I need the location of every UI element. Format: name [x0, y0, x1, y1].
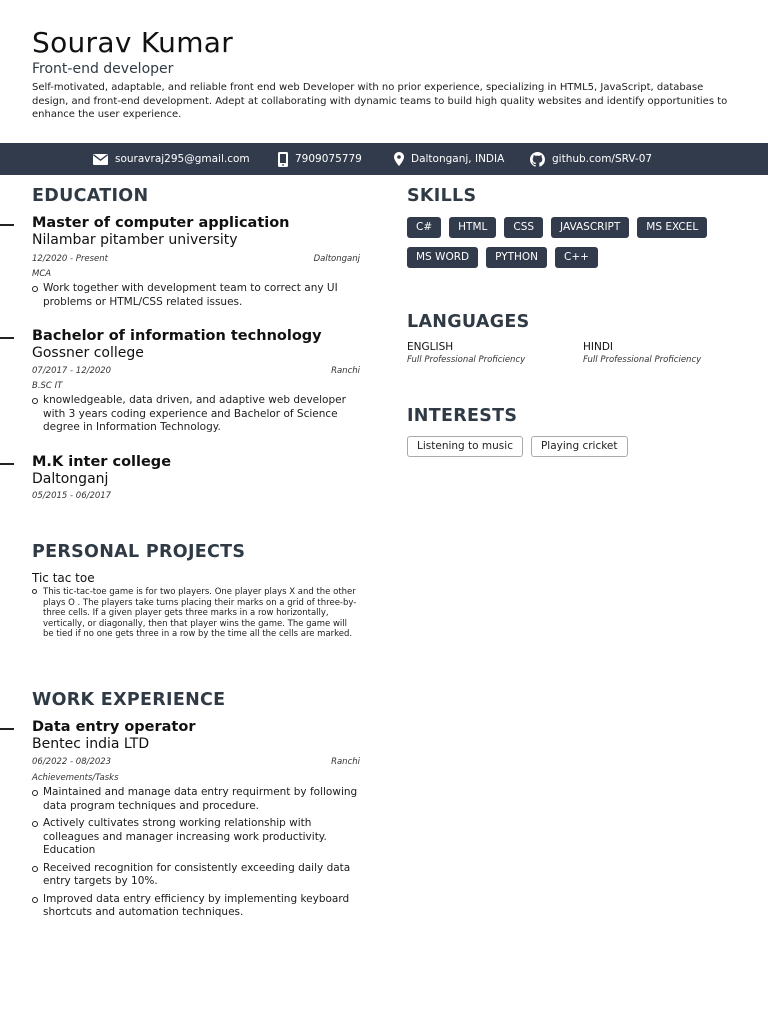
job-subtitle: Achievements/Tasks — [32, 773, 119, 783]
envelope-icon — [93, 154, 108, 165]
interests-heading: INTERESTS — [407, 406, 518, 426]
email-text: souravraj295@gmail.com — [115, 153, 250, 165]
language-level: Full Professional Proficiency — [407, 355, 526, 365]
skill-tag: CSS — [504, 217, 543, 238]
project-name: Tic tac toe — [32, 571, 95, 585]
education-meta — [32, 366, 360, 376]
list-item: Improved data entry efficiency by implementing keyboard shortcuts and automation techniques. — [32, 893, 360, 920]
skills-list — [407, 217, 727, 268]
contact-email[interactable] — [93, 143, 250, 175]
list-item: This tic-tac-toe game is for two players. One player plays X and the other plays O . The players take turns placing their marks on a grid of three-by-three cells. If a given player gets three marks in a row horizontally, vertically, or diagonally, then that player wins the game. The game will be tied if no one gets three in a row by the time all the cells are marked. — [32, 587, 360, 640]
education-institution: Gossner college — [32, 345, 144, 361]
education-meta — [32, 491, 360, 501]
education-meta — [32, 254, 360, 264]
phone-icon — [278, 152, 288, 167]
phone-text: 7909075779 — [295, 153, 362, 165]
education-degree: MCA — [32, 269, 52, 279]
languages-heading: LANGUAGES — [407, 312, 530, 332]
work-heading: WORK EXPERIENCE — [32, 690, 226, 710]
list-item: knowledgeable, data driven, and adaptive web developer with 3 years coding experience and Bachelor of Science degree in Information Technology. — [32, 394, 360, 435]
education-institution: Nilambar pitamber university — [32, 232, 238, 248]
skill-tag: MS WORD — [407, 247, 478, 268]
education-degree: B.SC IT — [32, 381, 63, 391]
contact-github[interactable] — [530, 143, 652, 175]
language-item — [583, 341, 701, 365]
skill-tag: C# — [407, 217, 441, 238]
github-icon — [530, 152, 545, 167]
language-level: Full Professional Proficiency — [583, 355, 702, 365]
education-title: Bachelor of information technology — [32, 328, 322, 344]
job-location: Ranchi — [331, 757, 360, 767]
interest-tag: Playing cricket — [531, 436, 628, 457]
education-heading: EDUCATION — [32, 186, 149, 206]
language-item — [407, 341, 525, 365]
skill-tag: MS EXCEL — [637, 217, 707, 238]
education-title: Master of computer application — [32, 215, 290, 231]
candidate-role: Front-end developer — [32, 61, 174, 77]
skill-tag: HTML — [449, 217, 496, 238]
skills-heading: SKILLS — [407, 186, 477, 206]
education-location: Daltonganj — [313, 254, 360, 264]
contact-bar — [0, 143, 768, 175]
github-text: github.com/SRV-07 — [552, 153, 653, 165]
job-bullets — [32, 786, 360, 924]
job-dates: 06/2022 - 08/2023 — [32, 757, 112, 767]
projects-heading: PERSONAL PROJECTS — [32, 542, 246, 562]
interests-list — [407, 436, 737, 457]
contact-phone[interactable] — [278, 143, 362, 175]
timeline-marker — [0, 224, 14, 226]
timeline-marker — [0, 337, 14, 339]
education-bullets — [32, 282, 360, 313]
location-pin-icon — [394, 152, 404, 166]
list-item: Work together with development team to correct any UI problems or HTML/CSS related issues. — [32, 282, 360, 309]
location-text: Daltonganj, INDIA — [411, 153, 505, 165]
candidate-name: Sourav Kumar — [32, 26, 234, 59]
education-dates: 07/2017 - 12/2020 — [32, 366, 112, 376]
list-item: Maintained and manage data entry requirment by following data program techniques and procedure. — [32, 786, 360, 813]
job-meta — [32, 757, 360, 767]
skill-tag: JAVASCRIPT — [551, 217, 629, 238]
interest-tag: Listening to music — [407, 436, 523, 457]
timeline-marker — [0, 728, 14, 730]
education-dates: 12/2020 - Present — [32, 254, 109, 264]
timeline-marker — [0, 463, 14, 465]
skill-tag: PYTHON — [486, 247, 547, 268]
language-name: HINDI — [583, 341, 614, 353]
education-location: Ranchi — [331, 366, 360, 376]
education-institution: Daltonganj — [32, 471, 109, 487]
company-name: Bentec india LTD — [32, 736, 150, 752]
project-bullets — [32, 587, 360, 640]
list-item: Actively cultivates strong working relationship with colleagues and manager increasing work productivity. Education — [32, 817, 360, 858]
education-bullets — [32, 394, 360, 439]
job-title: Data entry operator — [32, 719, 196, 735]
list-item: Received recognition for consistently exceeding daily data entry targets by 10%. — [32, 862, 360, 889]
education-title: M.K inter college — [32, 454, 172, 470]
skill-tag: C++ — [555, 247, 598, 268]
summary-text: Self-motivated, adaptable, and reliable front end web Developer with no prior experience, specializing in HTML5, JavaScript, database design, and front-end development. Adept at collaborating with dynamic teams to build high quality websites and identify opportunities to enhance the user experience. — [32, 82, 728, 120]
resume-header — [32, 26, 742, 122]
language-name: ENGLISH — [407, 341, 454, 353]
contact-location — [394, 143, 504, 175]
education-dates: 05/2015 - 06/2017 — [32, 491, 112, 501]
